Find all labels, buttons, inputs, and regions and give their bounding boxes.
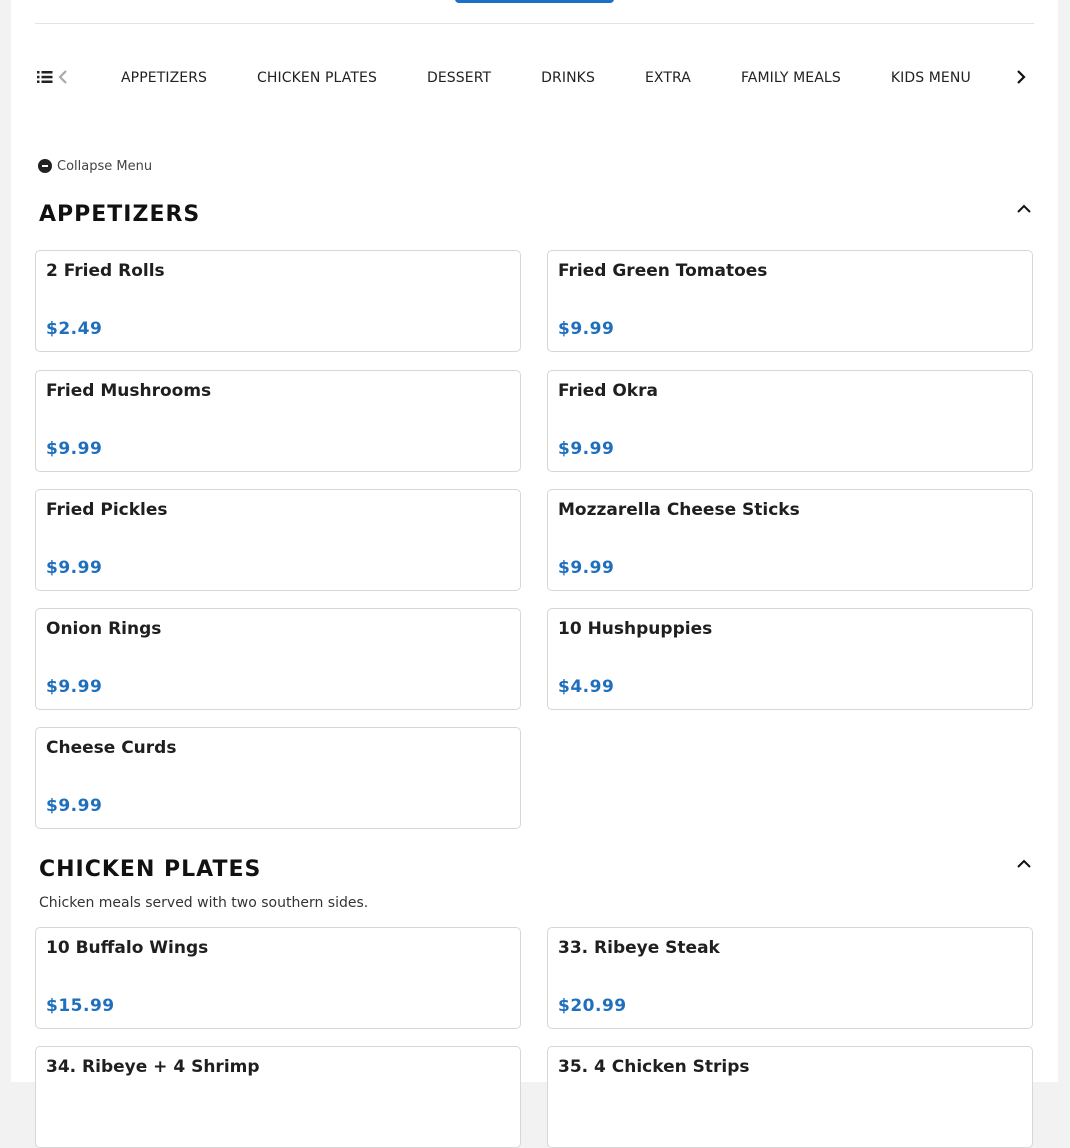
item-name: Mozzarella Cheese Sticks — [558, 500, 800, 520]
item-name: 33. Ribeye Steak — [558, 938, 720, 958]
menu-item-card[interactable] — [35, 727, 521, 829]
menu-item-card[interactable] — [35, 489, 521, 591]
minus-circle-icon — [38, 159, 52, 173]
collapse-menu-button[interactable] — [38, 156, 152, 176]
item-name: Cheese Curds — [46, 738, 177, 758]
menu-item-card[interactable] — [35, 250, 521, 352]
tab-kids-menu[interactable]: KIDS MENU — [890, 70, 971, 86]
item-name: 10 Hushpuppies — [558, 619, 713, 639]
tab-chicken-plates[interactable]: CHICKEN PLATES — [257, 70, 377, 86]
divider — [35, 23, 1034, 24]
item-price: $9.99 — [46, 796, 103, 816]
chevron-up-icon[interactable] — [1017, 859, 1031, 869]
item-price: $9.99 — [46, 677, 103, 697]
item-price: $9.99 — [558, 319, 615, 339]
category-nav — [35, 56, 1035, 100]
item-name: Fried Okra — [558, 381, 658, 401]
menu-item-card[interactable] — [547, 608, 1033, 710]
chevron-up-icon[interactable] — [1017, 204, 1031, 214]
collapse-menu-label: Collapse Menu — [57, 158, 153, 174]
item-price: $9.99 — [46, 439, 103, 459]
item-price: $9.99 — [558, 439, 615, 459]
item-price: $9.99 — [46, 558, 103, 578]
item-name: Fried Green Tomatoes — [558, 261, 768, 281]
tab-drinks[interactable]: DRINKS — [541, 70, 595, 86]
item-name: 2 Fried Rolls — [46, 261, 165, 281]
item-name: Fried Mushrooms — [46, 381, 212, 401]
top-action-button[interactable] — [455, 0, 614, 3]
menu-item-card[interactable] — [547, 370, 1033, 472]
menu-item-card[interactable] — [35, 370, 521, 472]
item-price: $4.99 — [558, 677, 615, 697]
category-tabs — [95, 56, 1000, 100]
chevron-left-icon[interactable] — [57, 69, 69, 85]
item-price: $15.99 — [46, 996, 115, 1016]
item-name: Fried Pickles — [46, 500, 168, 520]
menu-page — [11, 0, 1058, 1082]
section-description: Chicken meals served with two southern sides. — [39, 895, 369, 911]
menu-item-card[interactable] — [547, 1046, 1033, 1148]
menu-item-card[interactable] — [35, 608, 521, 710]
item-price: $20.99 — [558, 996, 627, 1016]
tab-dessert[interactable]: DESSERT — [426, 70, 492, 86]
tab-appetizers[interactable]: APPETIZERS — [121, 70, 208, 86]
item-name: 34. Ribeye + 4 Shrimp — [46, 1057, 260, 1077]
tab-extra[interactable]: EXTRA — [644, 70, 691, 86]
section-title-chicken-plates: CHICKEN PLATES — [39, 857, 262, 882]
menu-item-card[interactable] — [547, 927, 1033, 1029]
item-name: Onion Rings — [46, 619, 162, 639]
menu-item-card[interactable] — [35, 1046, 521, 1148]
menu-item-card[interactable] — [35, 927, 521, 1029]
menu-item-card[interactable] — [547, 250, 1033, 352]
list-icon[interactable] — [37, 70, 53, 84]
item-name: 35. 4 Chicken Strips — [558, 1057, 750, 1077]
item-price: $2.49 — [46, 319, 103, 339]
menu-item-card[interactable] — [547, 489, 1033, 591]
section-title-appetizers: APPETIZERS — [39, 202, 201, 227]
item-name: 10 Buffalo Wings — [46, 938, 209, 958]
tab-family-meals[interactable]: FAMILY MEALS — [740, 70, 841, 86]
item-price: $9.99 — [558, 558, 615, 578]
chevron-right-icon[interactable] — [1015, 69, 1027, 85]
